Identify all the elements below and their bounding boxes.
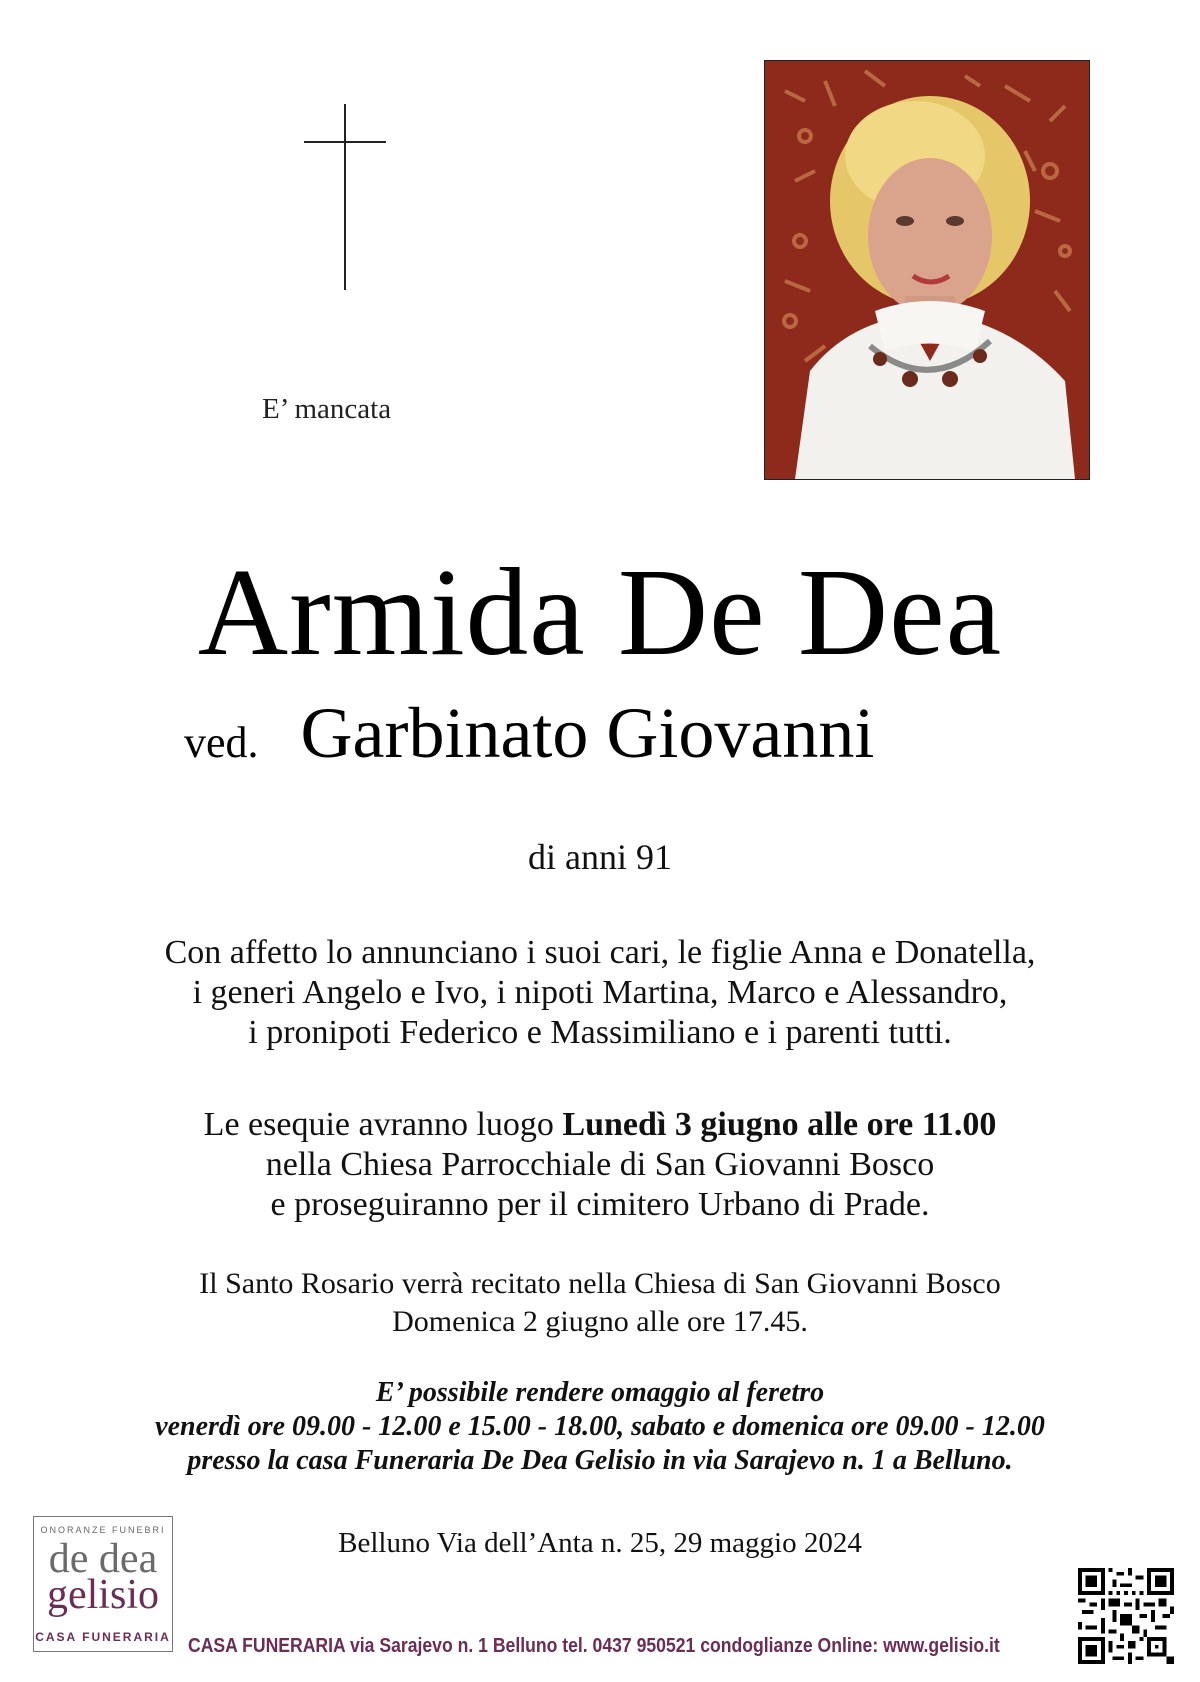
intro-text: E’ mancata — [262, 393, 392, 425]
funeral-paragraph — [0, 1105, 1200, 1225]
rosary-paragraph — [0, 1265, 1200, 1341]
announcement-paragraph — [0, 933, 1200, 1053]
rosary-line: Il Santo Rosario verrà recitato nella Chiesa di San Giovanni Bosco — [199, 1267, 1001, 1300]
age-text: di anni 91 — [528, 837, 672, 877]
announcement-line: i pronipoti Federico e Massimiliano e i parenti tutti. — [248, 1014, 952, 1051]
announcement-line: Con affetto lo annunciano i suoi cari, le figlie Anna e Donatella, — [164, 934, 1036, 971]
portrait-photo — [764, 60, 1090, 480]
place-date: Belluno Via dell’Anta n. 25, 29 maggio 2024 — [338, 1527, 862, 1559]
logo-tagline: ONORANZE FUNEBRI — [40, 1525, 166, 1535]
homage-line: E’ possibile rendere omaggio al feretro — [375, 1377, 825, 1408]
logo-subtitle: CASA FUNERARIA — [35, 1630, 171, 1644]
homage-paragraph — [0, 1376, 1200, 1478]
homage-line: venerdì ore 09.00 - 12.00 e 15.00 - 18.00, sabato e domenica ore 09.00 - 12.00 — [155, 1411, 1045, 1442]
footer-contact: CASA FUNERARIA via Sarajevo n. 1 Belluno tel. 0437 950521 condoglianze Online: www.gelisio.it — [188, 1635, 1000, 1657]
deceased-name: Armida De Dea — [197, 544, 1003, 682]
qr-code-icon — [1078, 1568, 1174, 1664]
funeral-line-3: e proseguiranno per il cimitero Urbano di Prade. — [270, 1186, 930, 1223]
cross-vertical — [344, 104, 346, 290]
funeral-datetime: Lunedì 3 giugno alle ore 11.00 — [562, 1106, 997, 1143]
announcement-line: i generi Angelo e Ivo, i nipoti Martina, Marco e Alessandro, — [192, 974, 1008, 1011]
funeral-line-1 — [0, 1105, 1200, 1145]
cross-horizontal — [304, 141, 386, 143]
funeral-line-2: nella Chiesa Parrocchiale di San Giovanni Bosco — [265, 1146, 935, 1183]
spouse-name: Garbinato Giovanni — [300, 693, 875, 773]
logo-line-1: de dea — [48, 1536, 158, 1582]
widow-prefix: ved. — [184, 718, 259, 767]
rosary-line: Domenica 2 giugno alle ore 17.45. — [392, 1305, 808, 1338]
widow-line — [184, 692, 874, 775]
funeral-line-1-prefix: Le esequie avranno luogo — [203, 1106, 563, 1143]
logo-line-2: gelisio — [47, 1572, 159, 1618]
funeral-home-logo — [33, 1516, 173, 1652]
homage-line: presso la casa Funeraria De Dea Gelisio in via Sarajevo n. 1 a Belluno. — [187, 1445, 1013, 1476]
